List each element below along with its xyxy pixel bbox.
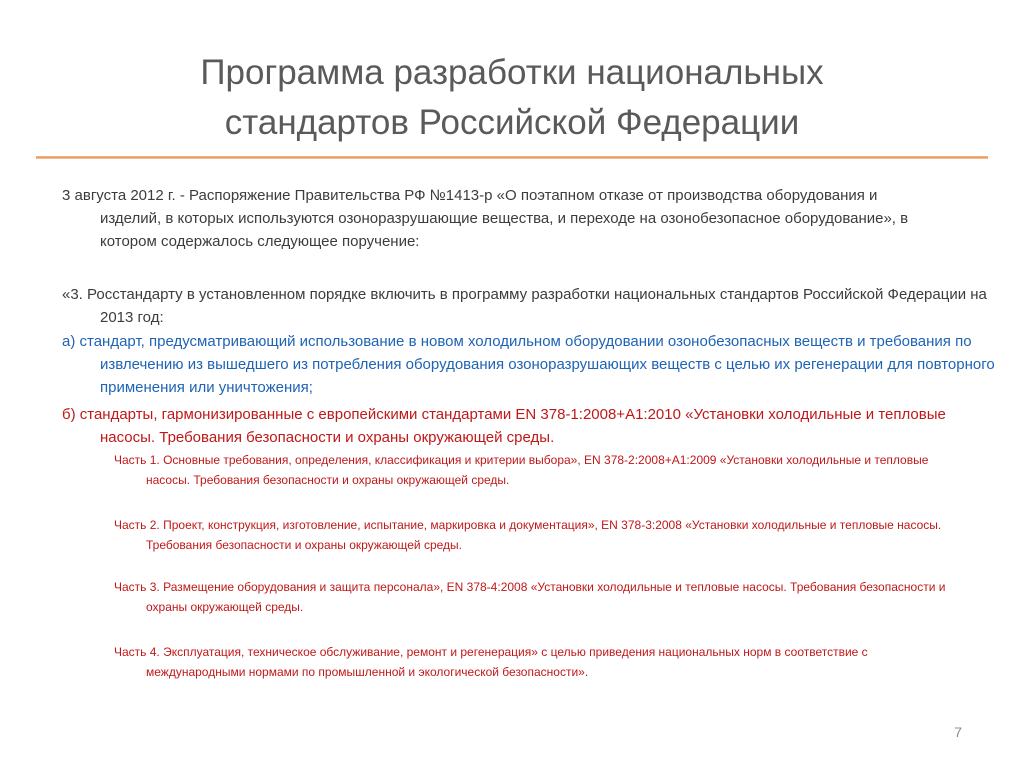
page-number: 7	[954, 724, 962, 740]
sub-item-part-1: Часть 1. Основные требования, определения, классификация и критерии выбора», EN 378-2:2008+A1:2009 «Установки холодильные и тепловые насосы. Требования безопасности и охраны окружающей среды.	[114, 453, 929, 487]
slide-title	[40, 48, 984, 148]
sub-item-part-2: Часть 2. Проект, конструкция, изготовление, испытание, маркировка и документация», EN 378-3:2008 «Установки холодильные и тепловые насосы. Требования безопасности и охраны окружающей среды.	[114, 518, 942, 552]
slide-title-line-1: Программа разработки национальных	[200, 53, 824, 92]
paragraph-item-b: б) стандарты, гармонизированные с европейскими стандартами EN 378-1:2008+A1:2010 «Установки холодильные и тепловые насосы. Требования безопасности и охраны окружающей среды.	[62, 406, 946, 446]
title-divider	[36, 156, 988, 159]
slide-title-line-2: стандартов Российской Федерации	[224, 103, 800, 142]
paragraph-item-a: а) стандарт, предусматривающий использование в новом холодильном оборудовании озонобезопасных веществ и требования по извлечению из вышедшего из потребления оборудования озоноразрушающих веществ с целью их регенерации для повторного применения или уничтожения;	[62, 333, 995, 396]
paragraph-intro: 3 августа 2012 г. - Распоряжение Правительства РФ №1413-р «О поэтапном отказе от производства оборудования и изделий, в которых используются озоноразрушающие вещества, и переходе на озонобезопасное оборудование», в котором содержалось следующее поручение:	[62, 187, 909, 250]
sub-item-part-3: Часть 3. Размещение оборудования и защита персонала», EN 378-4:2008 «Установки холодильные и тепловые насосы. Требования безопасности и охраны окружающей среды.	[114, 580, 946, 614]
paragraph-item-3: «3. Росстандарту в установленном порядке включить в программу разработки национальных стандартов Российской Федерации на 2013 год:	[62, 286, 987, 326]
sub-item-part-4: Часть 4. Эксплуатация, техническое обслуживание, ремонт и регенерация» с целью приведения национальных норм в соответствие с международными нормами по промышленной и экологической безопасности».	[114, 645, 868, 679]
